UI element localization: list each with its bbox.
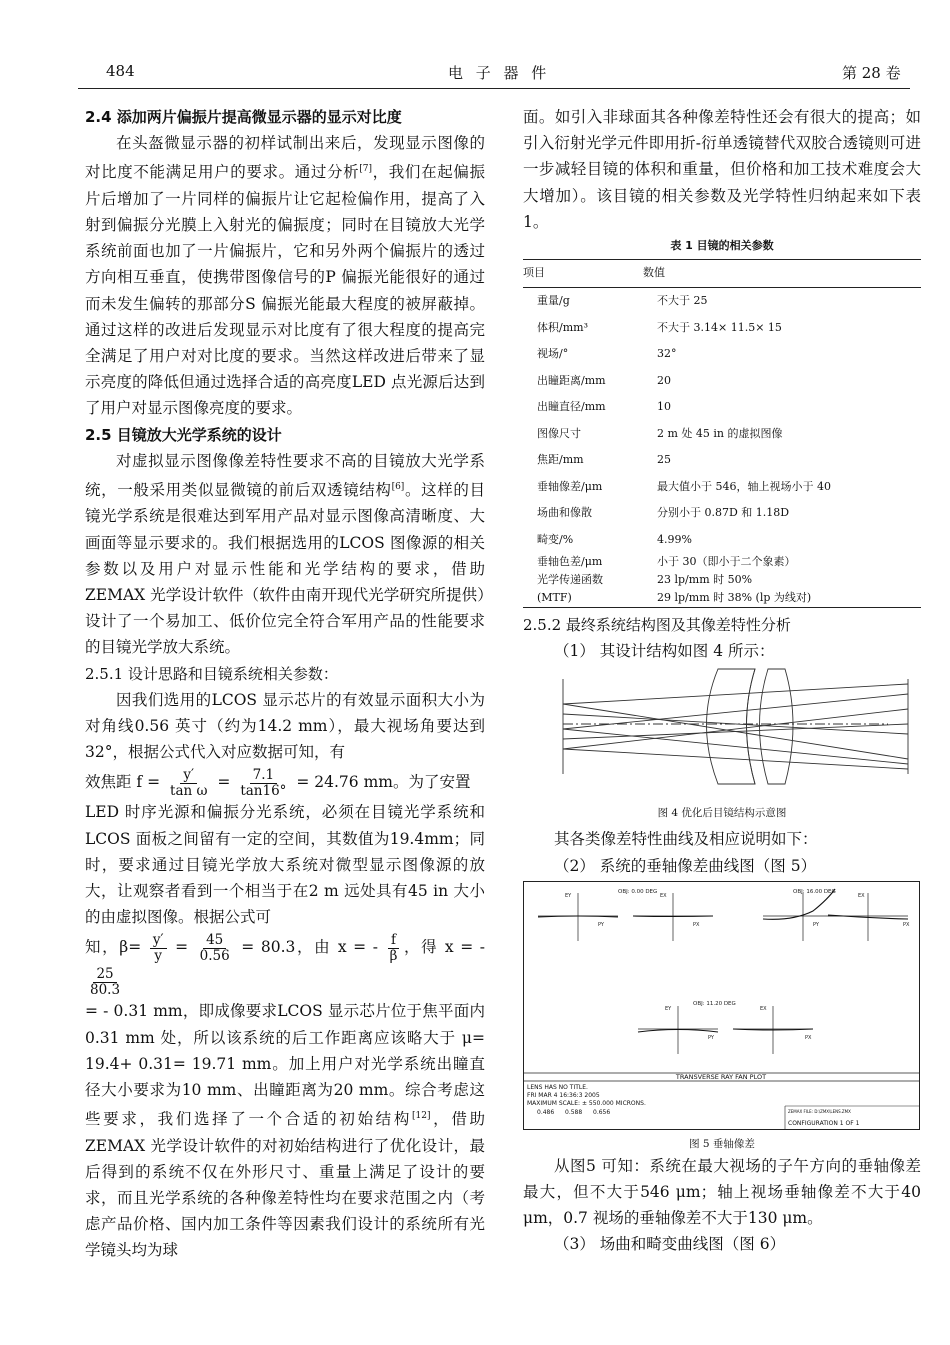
section-2-5-title: 2.5 目镜放大光学系统的设计 [85, 425, 282, 444]
header-rule [78, 88, 910, 89]
zemax-file: ZEMAX FILE: D:\ZMX\LENS.ZMX [788, 1108, 851, 1114]
figure-5-intro: （2） 系统的垂轴像差曲线图（图 5） [554, 856, 817, 875]
svg-text:EX: EX [858, 892, 865, 899]
svg-text:EY: EY [565, 892, 572, 899]
plot-date: FRI MAR 4 16:36:3 2005 [527, 1091, 600, 1099]
svg-text:PY: PY [708, 1034, 714, 1041]
magnification-formula: 知，β= $\frac{y'}{y}$ = $\frac{45}{0.56}$ = 80.3，由 x = - $\frac{f}{\beta}$ ，得 x = - $\frac{25}{80.3}$ [85, 931, 485, 998]
figure-4-lens-diagram [523, 664, 921, 804]
figure-6-intro: （3） 场曲和畸变曲线图（图 6） [554, 1235, 786, 1254]
left-column [85, 104, 485, 1264]
journal-title: 电 子 器 件 [448, 64, 551, 82]
svg-text:EY: EY [665, 1005, 672, 1012]
lens-title-note: LENS HAS NO TITLE. [527, 1083, 588, 1091]
section-2-5-1-paragraph-2: LED 时序光源和偏振分光系统，必须在目镜光学系统和LCOS 面板之间留有一定的空间，其数值为19.4mm；同时，要求通过目镜光学放大系统对微型显示图像源的放大，让观察者看到一个相当于在2 m 远处具有45 in 大小的由虚拟图像。根据公式可 [85, 803, 485, 927]
obj-16-label: OBJ: 16.00 DEG [793, 888, 836, 895]
volume-label: 第 28 卷 [842, 64, 901, 82]
svg-text:PX: PX [903, 921, 910, 928]
parameter-table [523, 259, 921, 608]
section-2-5-1-title: 2.5.1 设计思路和目镜系统相关参数： [85, 664, 338, 683]
svg-text:PY: PY [813, 921, 819, 928]
svg-text:PX: PX [805, 1034, 812, 1041]
figure-5-analysis: 从图5 可知：系统在最大视场的子午方向的垂轴像差最大，但不大于546 μm；轴上视场垂轴像差不大于40 μm，0.7 视场的垂轴像差不大于130 μm。 [523, 1156, 921, 1228]
citation-12: [12] [412, 1111, 431, 1122]
table-row: 体积/mm³ 不大于 3.14× 11.5× 15 [537, 320, 782, 334]
table-header-value: 数值 [643, 260, 921, 288]
table-row: 视场/° 32° [537, 347, 677, 361]
table-row: 畸变/% 4.99% [537, 532, 692, 546]
table-row: 焦距/mm 25 [537, 453, 671, 467]
citation-6: [6] [391, 482, 405, 492]
citation-7: [7] [359, 164, 373, 175]
table-row: 光学传递函数 23 lp/mm 时 50% [537, 573, 753, 587]
section-2-4-paragraph: 在头盔微显示器的初样试制出来后，发现显示图像的对比度不能满足用户的要求。通过分析[7]，我们在起偏振片后增加了一片同样的偏振片让它起检偏作用，提高了入射到偏振分光膜上入射光的偏振度；同时在目镜放大光学系统前面也加了一片偏振片，它和另外两个偏振片的透过方向相互垂直，使携带图像信号的P 偏振光能很好的通过而未发生偏转的那部分S 偏振光能最大程度的被屏蔽掉。通过这样的改进后发现显示对比度有了很大程度的提高完全满足了用户对对比度的要求。当然这样改进后带来了显示亮度的降低但通过选择合适的高亮度LED 点光源后达到了用户对显示图像亮度的要求。 [85, 134, 485, 418]
wavelength-1: 0.486 [537, 1108, 555, 1116]
obj-0-label: OBJ: 0.00 DEG [618, 888, 658, 895]
table-row: 图像尺寸 2 m 处 45 in 的虚拟图像 [537, 426, 783, 440]
configuration: CONFIGURATION 1 OF 1 [788, 1119, 860, 1127]
figure-5-caption: 图 5 垂轴像差 [689, 1137, 755, 1150]
continued-paragraph: 面。如引入非球面其各种像差特性还会有很大的提高；如引入衍射光学元件即用折-衍单透镜替代双胶合透镜则可进一步减轻目镜的体积和重量，但价格和加工技术难度会大大增加）。该目镜的相关参数及光学特性归纳起来如下表1。 [523, 108, 921, 231]
section-2-4-title: 2.4 添加两片偏振片提高微显示器的显示对比度 [85, 108, 402, 126]
ray-bundle [563, 684, 908, 769]
section-2-5-1-paragraph-3: = - 0.31 mm，即成像要求LCOS 显示芯片位于焦平面内0.31 mm 处，所以该系统的后工作距离应该略大于 μ= 19.4+ 0.31= 19.71 mm。加上用户对光学系统出瞳直径大小要求为10 mm、出瞳距离为20 mm。综合考虑这些要求，我们选择了一个合适的初始结构[12]，借助ZEMAX 光学设计软件的对初始结构进行了优化设计，最后得到的系统不仅在外形尺寸、重量上满足了设计的要求，而且光学系统的各种像差特性均在要求范围之内（考虑产品价格、国内加工条件等因素我们设计的系统所有光学镜头均为球 [85, 1002, 485, 1260]
wavelength-3: 0.656 [593, 1108, 611, 1116]
svg-text:PY: PY [598, 921, 604, 928]
max-scale: MAXIMUM SCALE: ± 550.000 MICRONS. [527, 1099, 646, 1107]
doublet-lens-front [707, 669, 756, 784]
wavelength-2: 0.588 [565, 1108, 583, 1116]
svg-text:PX: PX [693, 921, 700, 928]
table-header-item: 项目 [523, 260, 643, 288]
svg-text:EX: EX [760, 1005, 767, 1012]
table-row: 重量/g 不大于 25 [537, 294, 708, 308]
section-2-5-1-paragraph-1: 因我们选用的LCOS 显示芯片的有效显示面积大小为对角线0.56 英寸（约为14.2 mm），最大视场角要达到32°，根据公式代入对应数据可知，有 [85, 690, 485, 762]
aberration-intro: 其各类像差特性曲线及相应说明如下： [554, 830, 818, 849]
page-number: 484 [106, 62, 135, 80]
svg-text:EX: EX [660, 892, 667, 899]
table-row: 出瞳直径/mm 10 [537, 400, 671, 414]
figure-5-ray-fan-plot [523, 881, 921, 1131]
table-row: 出瞳距离/mm 20 [537, 373, 671, 387]
plot-title: TRANSVERSE RAY FAN PLOT [675, 1072, 767, 1081]
table-row: 垂轴像差/μm 最大值小于 546，轴上视场小于 40 [537, 479, 831, 493]
figure-4-intro: （1） 其设计结构如图 4 所示： [554, 642, 775, 661]
table-row: 垂轴色差/μm 小于 30（即小于二个象素） [537, 555, 796, 569]
section-2-5-paragraph: 对虚拟显示图像像差特性要求不高的目镜放大光学系统，一般采用类似显微镜的前后双透镜结构[6]。这样的目镜光学系统是很难达到军用产品对显示图像高清晰度、大画面等显示要求的。我们根据选用的LCOS 图像源的相关参数以及用户对显示性能和光学结构的要求，借助ZEMAX 光学设计软件（软件由南开现代光学研究所提供）设计了一个易加工、低价位完全符合军用产品的性能要求的目镜光学放大系统。 [85, 451, 485, 657]
obj-11-label: OBJ: 11.20 DEG [693, 1000, 736, 1007]
section-2-5-2-title: 2.5.2 最终系统结构图及其像差特性分析 [523, 616, 791, 635]
focal-length-formula: 效焦距 f = $\frac{y'}{\text{tan ω}}$ = $\frac{7.1}{\tan 16^\circ}$ = 24.76 mm。为了安置 [85, 766, 471, 799]
table-1-caption: 表 1 目镜的相关参数 [670, 239, 774, 253]
table-row: 场曲和像散 分别小于 0.87D 和 1.18D [537, 506, 790, 520]
table-row: (MTF) 29 lp/mm 时 38% (lp 为线对) [523, 589, 921, 608]
figure-4-caption: 图 4 优化后目镜结构示意图 [657, 807, 787, 820]
right-column [523, 104, 921, 1258]
